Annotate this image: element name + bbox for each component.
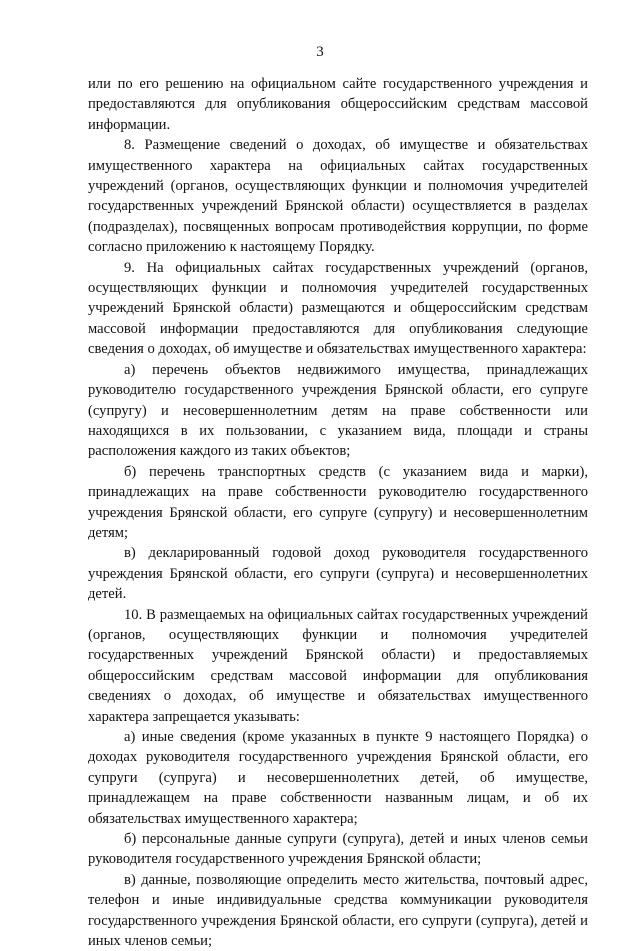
paragraph-9-c: в) декларированный годовой доход руководителя государственного учреждения Брянской области, его супруги (супруга) и несовершеннолетних детей. (88, 545, 588, 603)
paragraph-9: 9. На официальных сайтах государственных учреждений (органов, осуществляющих функции и полномочия учредителей государственных учреждений Брянской области) размещаются и общероссийским средствам массовой информации предоставляются для опубликования следующие сведения о доходах, об имуществе и обязательствах имущественного характера: (88, 259, 588, 358)
paragraph-9-a: а) перечень объектов недвижимого имущества, принадлежащих руководителю государственного учреждения Брянской области, его супруге (супругу) и несовершеннолетним детям на праве собственности или находящихся в их пользовании, с указанием вида, площади и страны расположения каждого из таких объектов; (88, 361, 588, 460)
paragraph-9-b: б) перечень транспортных средств (с указанием вида и марки), принадлежащих на праве собственности руководителю государственного учреждения Брянской области, его супруге (супругу) и несовершеннолетним детям; (88, 463, 588, 541)
paragraph-10-a: а) иные сведения (кроме указанных в пункте 9 настоящего Порядка) о доходах руководителя государственного учреждения Брянской области, его супруги (супруга) и несовершеннолетних детей, об имуществе, принадлежащем на праве собственности названным лицам, и об их обязательствах имущественного характера; (88, 729, 588, 827)
paragraph-8: 8. Размещение сведений о доходах, об имуществе и обязательствах имущественного характера на официальных сайтах государственных учреждений (органов, осуществляющих функции и полномочия учредителей государственных учреждений Брянской области) осуществляется в разделах (подразделах), посвященных вопросам противодействия коррупции, по форме согласно приложению к настоящему Порядку. (88, 137, 588, 256)
paragraph-continuation: или по его решению на официальном сайте государственного учреждения и предоставляются для опубликования общероссийским средствам массовой информации. (88, 76, 588, 133)
page-number: 3 (316, 44, 324, 60)
paragraph-10: 10. В размещаемых на официальных сайтах государственных учреждений (органов, осуществляющих функции и полномочия учредителей государственных учреждений Брянской области) и предоставляемых общероссийским средствам массовой информации для опубликования сведениях о доходах, об имуществе и обязательствах имущественного характера запрещается указывать: (88, 606, 588, 725)
paragraph-10-c: в) данные, позволяющие определить место жительства, почтовый адрес, телефон и иные индивидуальные средства коммуникации руководителя государственного учреждения Брянской области, его супруги (супруга), детей и иных членов семьи; (88, 871, 588, 950)
document-body (88, 74, 588, 951)
paragraph-10-b: б) персональные данные супруги (супруга), детей и иных членов семьи руководителя государственного учреждения Брянской области; (88, 831, 588, 868)
